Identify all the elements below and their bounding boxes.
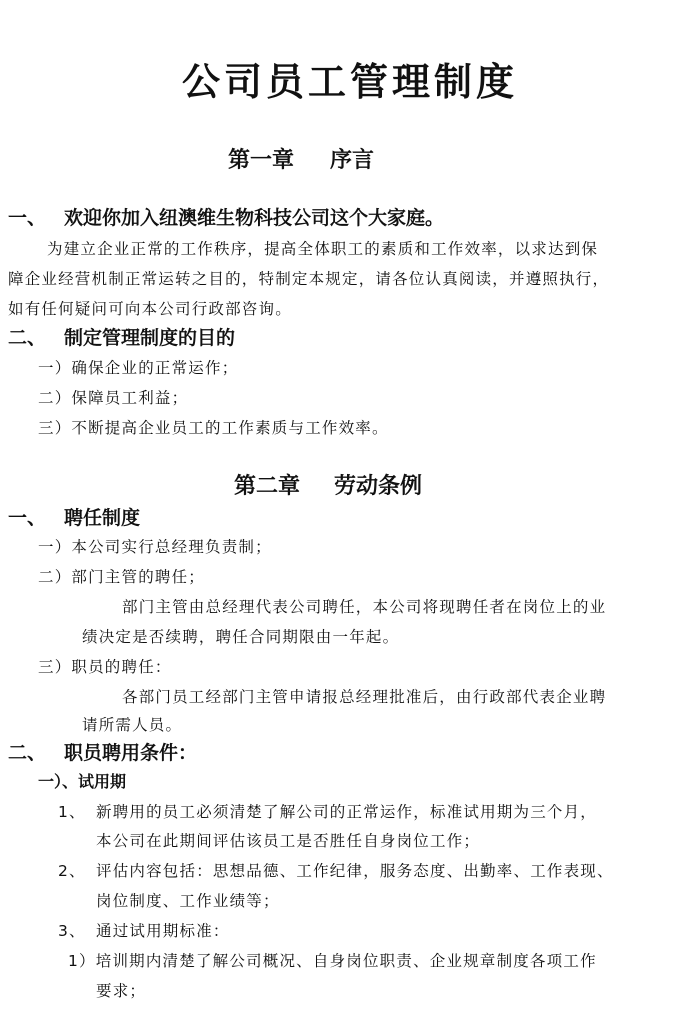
list-item: 二）保障员工利益； bbox=[38, 389, 189, 407]
paragraph-line: 通过试用期标准： bbox=[96, 922, 230, 940]
section-1-heading: 欢迎你加入纽澳维生物科技公司这个大家庭。 bbox=[64, 207, 445, 229]
section-4-number: 二、 bbox=[8, 742, 47, 764]
section-2-heading: 制定管理制度的目的 bbox=[64, 327, 236, 349]
paragraph-line: 评估内容包括：思想品德、工作纪律，服务态度、出勤率、工作表现、 bbox=[96, 862, 614, 880]
chapter-1-heading bbox=[228, 146, 374, 176]
list-item: 二）部门主管的聘任； bbox=[38, 568, 206, 586]
chapter-1-name: 序言 bbox=[330, 148, 375, 173]
paragraph-line: 要求； bbox=[96, 982, 147, 1000]
section-3-number: 一、 bbox=[8, 507, 47, 529]
paragraph-line: 岗位制度、工作业绩等； bbox=[96, 892, 280, 910]
section-3-heading: 聘任制度 bbox=[64, 507, 141, 529]
paragraph-line: 新聘用的员工必须清楚了解公司的正常运作，标准试用期为三个月， bbox=[96, 803, 598, 821]
list-item: 一）确保企业的正常运作； bbox=[38, 359, 239, 377]
list-item: 三）不断提高企业员工的工作素质与工作效率。 bbox=[38, 419, 389, 437]
section-1-paragraph-line: 障企业经营机制正常运转之目的，特制定本规定，请各位认真阅读，并遵照执行， bbox=[8, 270, 610, 288]
section-1-paragraph-line: 为建立企业正常的工作秩序，提高全体职工的素质和工作效率，以求达到保 bbox=[47, 240, 599, 258]
section-1-paragraph-line: 如有任何疑问可向本公司行政部咨询。 bbox=[8, 300, 292, 318]
chapter-2-name: 劳动条例 bbox=[334, 474, 423, 499]
paragraph-line: 本公司在此期间评估该员工是否胜任自身岗位工作； bbox=[96, 832, 481, 850]
document-title: 公司员工管理制度 bbox=[181, 60, 518, 104]
chapter-2-heading bbox=[234, 472, 422, 502]
numbered-item-number: 1、 bbox=[58, 803, 86, 821]
chapter-1-label: 第一章 bbox=[228, 148, 295, 173]
section-2-number: 二、 bbox=[8, 327, 47, 349]
list-item: 一）本公司实行总经理负责制； bbox=[38, 538, 272, 556]
subsection-heading: 一）、试用期 bbox=[38, 772, 127, 791]
paragraph-line: 部门主管由总经理代表公司聘任，本公司将现聘任者在岗位上的业 bbox=[122, 598, 607, 616]
numbered-item-number: 2、 bbox=[58, 862, 86, 880]
list-item: 三）职员的聘任： bbox=[38, 658, 172, 676]
paragraph-line: 绩决定是否续聘，聘任合同期限由一年起。 bbox=[82, 628, 400, 646]
section-4-heading: 职员聘用条件： bbox=[64, 742, 198, 764]
numbered-item-number: 3、 bbox=[58, 922, 86, 940]
paragraph-line: 1）培训期内清楚了解公司概况、自身岗位职责、企业规章制度各项工作 bbox=[68, 952, 597, 970]
paragraph-line: 请所需人员。 bbox=[82, 716, 183, 734]
paragraph-line: 各部门员工经部门主管申请报总经理批准后，由行政部代表企业聘 bbox=[122, 688, 607, 706]
chapter-2-label: 第二章 bbox=[234, 474, 301, 499]
section-1-number: 一、 bbox=[8, 207, 47, 229]
